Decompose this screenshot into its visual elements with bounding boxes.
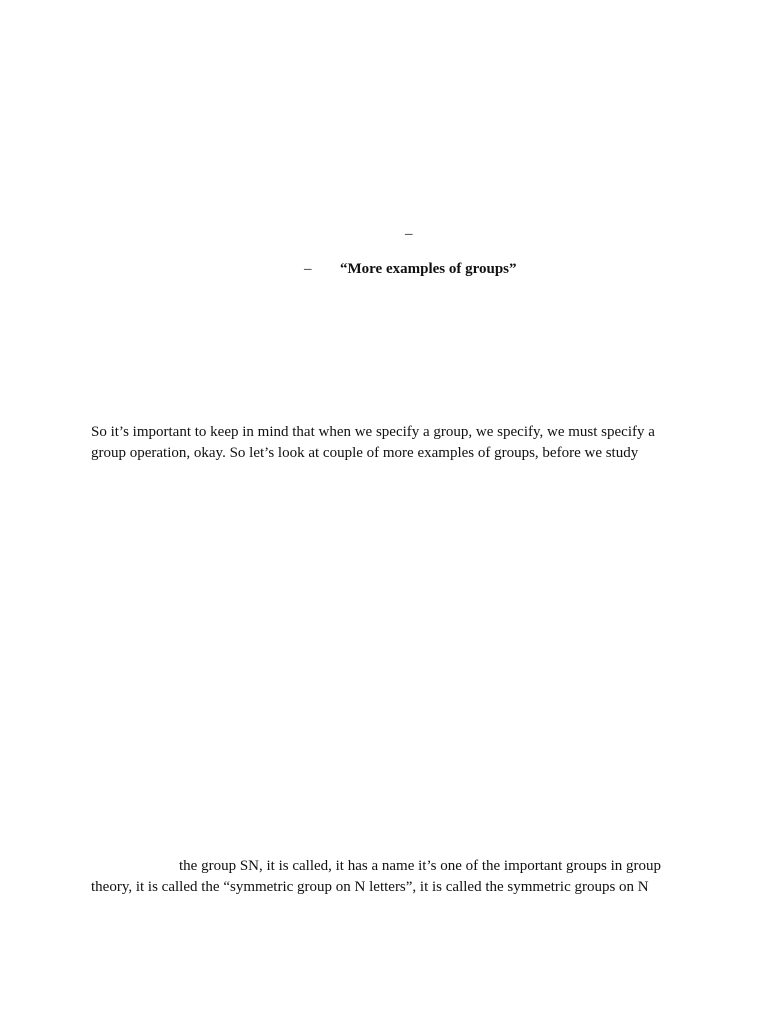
top-dash: – (405, 226, 413, 242)
paragraph-line: group operation, okay. So let’s look at couple of more examples of groups, before we study (91, 445, 639, 461)
paragraph-2 (91, 856, 661, 898)
paragraph-line: So it’s important to keep in mind that when we specify a group, we specify, we must specify a (91, 424, 655, 440)
title-text: “More examples of groups” (340, 261, 517, 277)
paragraph-1 (91, 422, 655, 464)
title-dash: – (304, 261, 312, 277)
paragraph-line: theory, it is called the “symmetric group on N letters”, it is called the symmetric groups on N (91, 879, 649, 895)
paragraph-line: the group SN, it is called, it has a name it’s one of the important groups in group (179, 858, 661, 874)
lecture-title (304, 259, 517, 279)
